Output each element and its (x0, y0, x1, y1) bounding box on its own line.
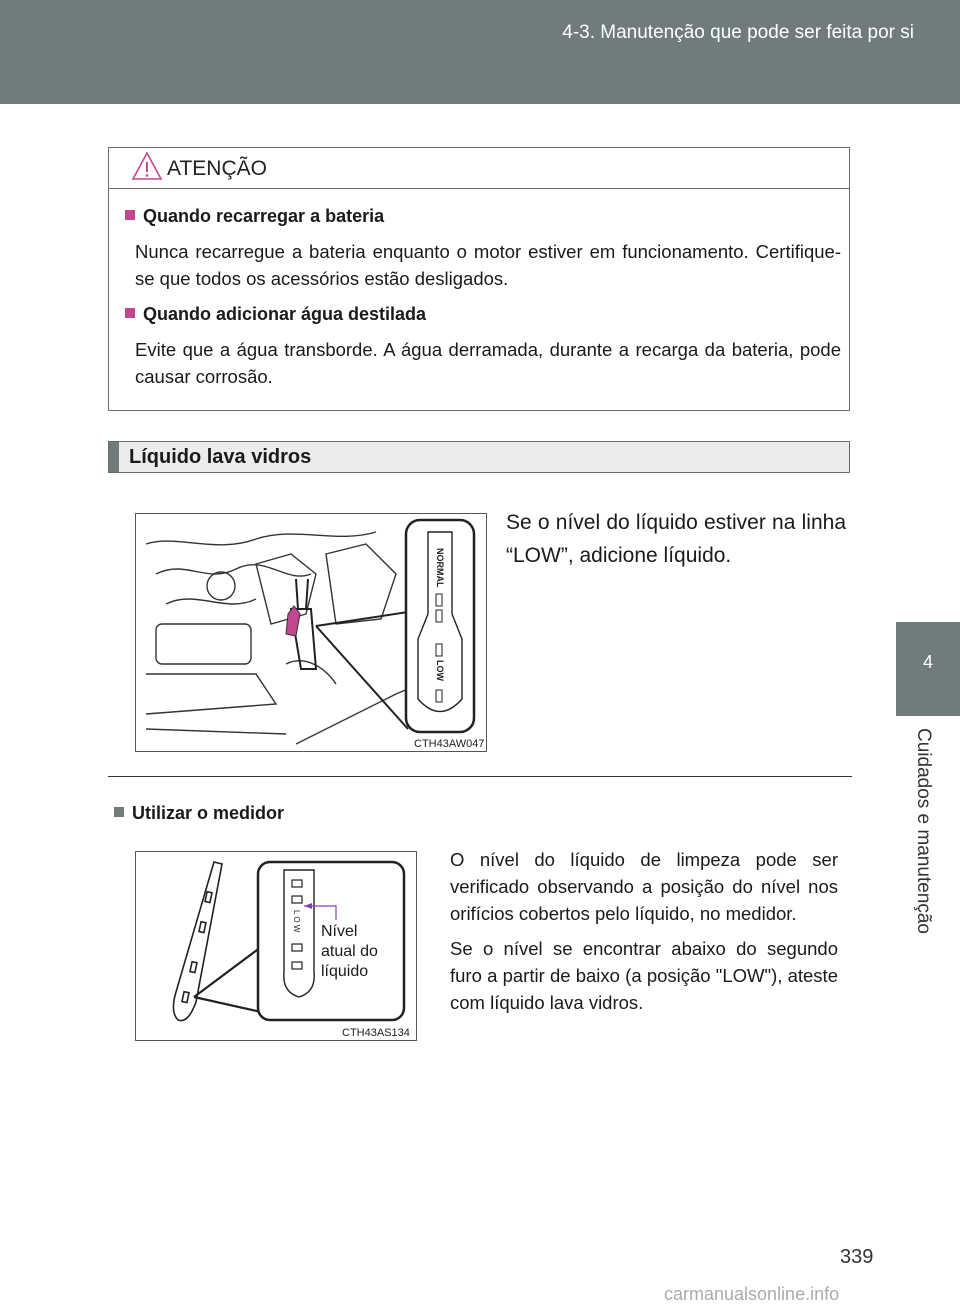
watermark: carmanualsonline.info (664, 1284, 840, 1304)
header-bar (0, 0, 960, 104)
warning-box (108, 147, 850, 411)
warning-header (109, 148, 849, 189)
intro-paragraph: Se o nível do líquido estiver na linha “LOW”, adicione líquido. (506, 511, 846, 567)
level-callout: Nível atual do líquido (321, 923, 378, 980)
low-label: LOW (435, 660, 445, 681)
section-heading-bar (108, 441, 850, 473)
figure-code: CTH43AW047 (414, 738, 485, 750)
warning-title: ATENÇÃO (167, 157, 267, 180)
chapter-number: 4 (922, 652, 933, 672)
low-label: L O W (292, 910, 301, 933)
bullet-square-icon (114, 807, 124, 817)
chapter-label: Cuidados e manutenção (913, 728, 934, 934)
engine-bay-illustration (136, 514, 487, 752)
warning-item-text: Nunca recarregue a bateria enquanto o motor estiver em funcionamento. Certifique-se que todos os acessórios estão desligados. (135, 241, 841, 289)
warning-triangle-icon (131, 150, 163, 182)
warning-item-text: Evite que a água transborde. A água derramada, durante a recarga da bateria, pode causar corrosão. (135, 339, 841, 387)
chapter-tab[interactable] (896, 622, 960, 716)
divider (108, 776, 852, 777)
section-heading: Líquido lava vidros (129, 446, 312, 468)
dipstick-figure (135, 851, 417, 1041)
bullet-square-icon (125, 308, 135, 318)
warning-item-heading: Quando recarregar a bateria (125, 206, 384, 227)
subsection-body (450, 846, 838, 1024)
warning-item-heading: Quando adicionar água destilada (125, 304, 426, 325)
page-number: 339 (840, 1246, 874, 1268)
figure-code: CTH43AS134 (342, 1027, 410, 1039)
normal-label: NORMAL (435, 548, 445, 588)
section-title: 4-3. Manutenção que pode ser feita por si (562, 22, 914, 43)
body-paragraph: Se o nível se encontrar abaixo do segundo furo a partir de baixo (a posição "LOW"), ateste com líquido lava vidros. (450, 938, 838, 1013)
engine-bay-figure (135, 513, 487, 752)
bullet-square-icon (125, 210, 135, 220)
body-paragraph: O nível do líquido de limpeza pode ser verificado observando a posição do nível nos orifícios cobertos pelo líquido, no medidor. (450, 849, 838, 924)
subsection-heading: Utilizar o medidor (114, 803, 284, 824)
